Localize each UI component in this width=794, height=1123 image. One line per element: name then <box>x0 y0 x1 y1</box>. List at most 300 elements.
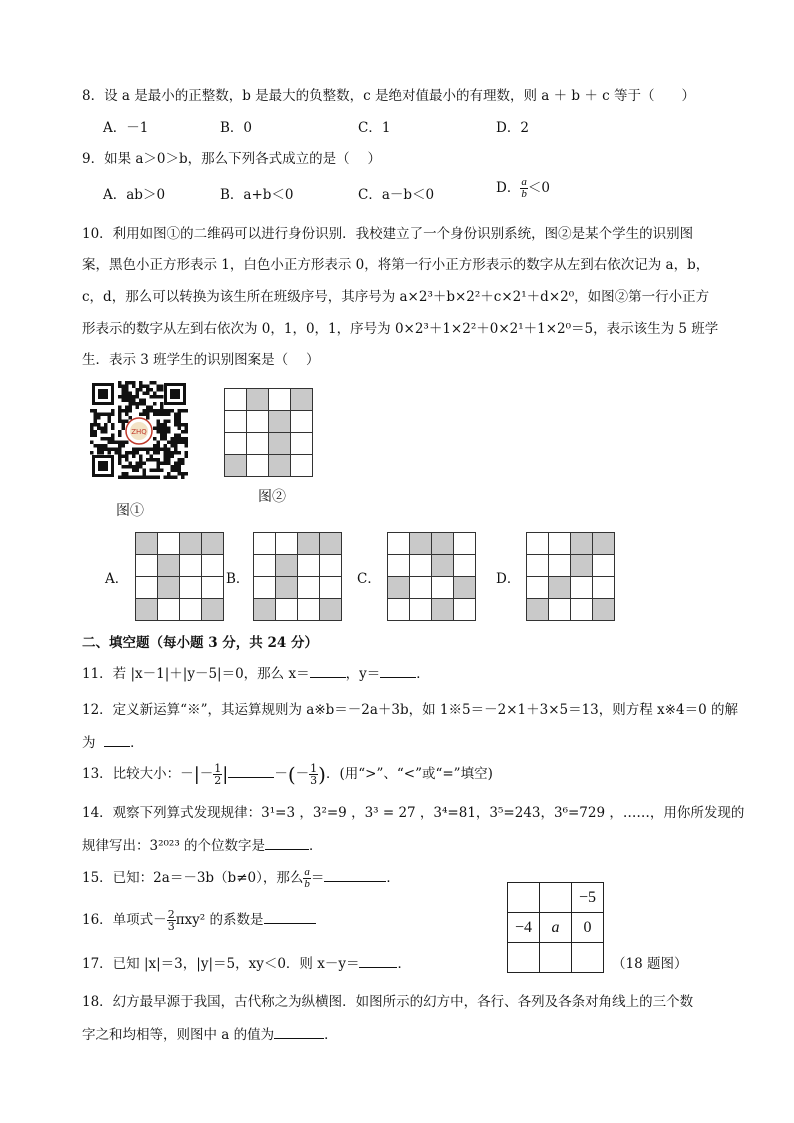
qr-module <box>171 469 175 473</box>
qr-module <box>129 476 133 480</box>
q18-blank <box>274 1024 324 1039</box>
qr-module <box>132 455 136 459</box>
qr-module <box>125 472 129 476</box>
grid-row <box>136 533 224 555</box>
grid-row <box>388 555 476 577</box>
qr-module <box>185 427 189 431</box>
qr-module <box>122 392 126 396</box>
grid-cell-white <box>254 555 276 577</box>
qr-module <box>185 444 189 448</box>
qr-module <box>136 402 140 406</box>
q8-option-c: C．1 <box>358 120 391 136</box>
qr-module <box>136 469 140 473</box>
qr-module <box>118 434 122 438</box>
q18-line-1: 18．幻方最早源于我国，古代称之为纵横图．如图所示的幻方中，各行、各列及各条对角线上的三个数 <box>82 994 694 1010</box>
qr-module <box>139 448 143 452</box>
q18-end: ． <box>324 1027 338 1043</box>
q18-line-2 <box>82 1023 338 1043</box>
qr-module <box>150 388 154 392</box>
qr-module <box>104 427 108 431</box>
q17-stem: 17．已知 |x|＝3，|y|＝5，xy＜0．则 x－y＝ <box>82 956 360 972</box>
q14-line-2 <box>82 834 323 854</box>
qr-module <box>101 444 105 448</box>
qr-module <box>115 441 119 445</box>
qr-code-image <box>90 381 188 479</box>
qr-module <box>90 409 94 413</box>
grid-cell-white <box>158 533 180 555</box>
fig1-label: 图① <box>116 503 144 519</box>
qr-module <box>153 444 157 448</box>
qr-module <box>157 385 161 389</box>
qr-module <box>108 441 112 445</box>
grid-cell-white <box>225 389 247 411</box>
qr-module <box>181 458 185 462</box>
qr-module <box>90 434 94 438</box>
grid-cell-black <box>269 455 291 477</box>
q9-stem: 9．如果 a＞0＞b，那么下列各式成立的是（ ） <box>82 151 381 167</box>
qr-module <box>157 444 161 448</box>
q8-option-a: A．－1 <box>103 120 149 136</box>
qr-module <box>171 476 175 480</box>
qr-module <box>178 420 182 424</box>
qr-module <box>160 448 164 452</box>
qr-module <box>164 427 168 431</box>
magic-square-cell: 0 <box>572 913 604 943</box>
qr-module <box>164 444 168 448</box>
grid-cell-black <box>410 533 432 555</box>
qr-module <box>153 448 157 452</box>
qr-module <box>164 476 168 480</box>
q16-prefix: 16．单项式－ <box>82 912 167 928</box>
grid-cell-black <box>247 389 269 411</box>
qr-module <box>122 472 126 476</box>
qr-module <box>146 416 150 420</box>
qr-module <box>167 409 171 413</box>
grid-row <box>225 411 313 433</box>
qr-module <box>94 416 98 420</box>
qr-module <box>160 427 164 431</box>
q9-option-d-tail: ＜0 <box>527 180 550 196</box>
qr-module <box>125 476 129 480</box>
qr-module <box>136 465 140 469</box>
qr-module <box>129 465 133 469</box>
qr-module <box>171 409 175 413</box>
grid-cell-black <box>291 389 313 411</box>
grid-cell-white <box>247 411 269 433</box>
grid-cell-black <box>571 533 593 555</box>
qr-module <box>178 437 182 441</box>
magic-square-cell <box>572 943 604 973</box>
q18-line-2-text: 字之和均相等，则图中 a 的值为 <box>82 1027 275 1043</box>
qr-module <box>181 462 185 466</box>
qr-module <box>157 423 161 427</box>
grid-cell-white <box>593 555 615 577</box>
qr-module <box>153 458 157 462</box>
grid-cell-black <box>276 577 298 599</box>
qr-module <box>178 472 182 476</box>
q9-option-d-label: D． <box>496 180 521 196</box>
grid-cell-white <box>388 555 410 577</box>
qr-module <box>139 458 143 462</box>
qr-module <box>167 476 171 480</box>
qr-module <box>150 455 154 459</box>
qr-module <box>118 441 122 445</box>
qr-module <box>160 388 164 392</box>
qr-module <box>136 476 140 480</box>
grid-row <box>527 533 615 555</box>
q10-option-d-label: D． <box>496 571 521 587</box>
qr-module <box>171 455 175 459</box>
qr-module <box>139 413 143 417</box>
q10-line-4: 形表示的数字从左到右依次为 0，1，0，1，序号为 0×2³＋1×2²＋0×2¹＋1×2⁰＝5，表示该生为 5 班学 <box>82 321 719 337</box>
qr-module <box>118 451 122 455</box>
qr-module <box>157 395 161 399</box>
q9-option-a: A．ab＞0 <box>103 187 166 203</box>
qr-module <box>111 448 115 452</box>
grid-cell-white <box>410 555 432 577</box>
qr-module <box>108 420 112 424</box>
grid-cell-white <box>254 533 276 555</box>
grid-cell-white <box>180 555 202 577</box>
q10-option-c-label: C． <box>357 571 381 587</box>
magic-square-cell <box>508 943 540 973</box>
qr-module <box>132 469 136 473</box>
qr-module <box>136 448 140 452</box>
grid-cell-white <box>410 599 432 621</box>
qr-module <box>118 409 122 413</box>
q15-eq: ＝ <box>310 870 325 886</box>
grid-cell-white <box>202 577 224 599</box>
qr-module <box>143 448 147 452</box>
q12-end: ． <box>130 735 144 751</box>
qr-module <box>167 462 171 466</box>
qr-module <box>111 413 115 417</box>
qr-module <box>97 416 101 420</box>
qr-module <box>115 451 119 455</box>
qr-module <box>139 381 143 385</box>
grid-cell-white <box>549 599 571 621</box>
grid-cell-white <box>291 433 313 455</box>
q10-option-b-grid <box>253 532 342 621</box>
qr-module <box>153 395 157 399</box>
qr-module <box>111 423 115 427</box>
q17 <box>82 952 411 972</box>
qr-module <box>132 465 136 469</box>
qr-module <box>143 399 147 403</box>
qr-module <box>118 448 122 452</box>
grid-cell-black <box>454 577 476 599</box>
qr-module <box>160 430 164 434</box>
qr-module <box>125 399 129 403</box>
qr-module <box>90 441 94 445</box>
qr-module <box>167 430 171 434</box>
grid-cell-white <box>454 599 476 621</box>
qr-module <box>181 430 185 434</box>
qr-module <box>122 385 126 389</box>
qr-module <box>181 472 185 476</box>
qr-module <box>132 395 136 399</box>
qr-module <box>146 413 150 417</box>
grid-cell-black <box>527 599 549 621</box>
grid-row <box>388 577 476 599</box>
grid-cell-white <box>454 533 476 555</box>
magic-square-cell <box>540 943 572 973</box>
q13-frac2-num: 1 <box>310 762 318 775</box>
qr-module <box>174 465 178 469</box>
qr-module <box>125 455 129 459</box>
qr-module <box>181 437 185 441</box>
qr-module <box>157 427 161 431</box>
qr-module <box>181 423 185 427</box>
grid-cell-black <box>320 599 342 621</box>
qr-module <box>125 441 129 445</box>
grid-cell-white <box>549 555 571 577</box>
q10-option-c-grid <box>387 532 476 621</box>
qr-module <box>174 451 178 455</box>
qr-module <box>146 451 150 455</box>
qr-module <box>178 441 182 445</box>
qr-module <box>139 455 143 459</box>
qr-module <box>122 388 126 392</box>
q13: 13．比较大小：－|－ $\frac{1}{2}$ | －(－ $\frac{1}{3}$ )．(用“>”、“<”或“=”填空) <box>82 762 493 787</box>
magic-square-cell <box>540 883 572 913</box>
qr-module <box>160 385 164 389</box>
qr-module <box>174 416 178 420</box>
qr-module <box>125 465 129 469</box>
grid-cell-white <box>291 455 313 477</box>
q11-blank-x <box>310 663 346 678</box>
qr-module <box>174 413 178 417</box>
qr-module <box>118 385 122 389</box>
qr-module <box>139 385 143 389</box>
grid-cell-white <box>454 555 476 577</box>
grid-cell-black <box>225 455 247 477</box>
qr-module <box>94 409 98 413</box>
qr-module <box>157 420 161 424</box>
qr-module <box>185 455 189 459</box>
qr-module <box>157 476 161 480</box>
qr-module <box>125 395 129 399</box>
q15-num: a <box>304 866 310 878</box>
grid-cell-white <box>388 599 410 621</box>
qr-module <box>167 451 171 455</box>
qr-module <box>129 381 133 385</box>
qr-module <box>157 458 161 462</box>
qr-module <box>164 420 168 424</box>
q14-line-2-text: 规律写出：3²⁰²³ 的个位数字是 <box>82 838 266 854</box>
qr-module <box>150 409 154 413</box>
qr-module <box>157 409 161 413</box>
q15-den: b <box>304 878 310 890</box>
qr-module <box>174 444 178 448</box>
qr-module <box>94 423 98 427</box>
qr-module <box>167 472 171 476</box>
qr-module <box>94 444 98 448</box>
qr-module <box>118 455 122 459</box>
qr-module <box>157 448 161 452</box>
qr-module <box>104 430 108 434</box>
qr-module <box>111 441 115 445</box>
qr-module <box>122 444 126 448</box>
qr-module <box>181 476 185 480</box>
grid-cell-white <box>298 555 320 577</box>
qr-module <box>167 413 171 417</box>
grid-cell-white <box>202 555 224 577</box>
qr-module <box>160 434 164 438</box>
qr-module <box>132 399 136 403</box>
qr-module <box>101 448 105 452</box>
grid-cell-white <box>593 577 615 599</box>
qr-module <box>157 462 161 466</box>
qr-module <box>118 420 122 424</box>
q9-option-d-den: b <box>521 188 527 200</box>
grid-cell-black <box>202 599 224 621</box>
qr-module <box>146 385 150 389</box>
qr-module <box>97 451 101 455</box>
qr-module <box>153 409 157 413</box>
qr-module <box>164 430 168 434</box>
qr-module <box>160 423 164 427</box>
magic-square-figure <box>507 882 604 973</box>
qr-module <box>129 406 133 410</box>
qr-module <box>150 448 154 452</box>
grid-cell-black <box>158 555 180 577</box>
q13-frac1-num: 1 <box>214 762 222 775</box>
qr-module <box>164 458 168 462</box>
qr-module <box>153 427 157 431</box>
qr-module <box>181 409 185 413</box>
grid-cell-white <box>276 533 298 555</box>
qr-module <box>143 402 147 406</box>
qr-module <box>118 458 122 462</box>
qr-module <box>174 437 178 441</box>
qr-module <box>164 451 168 455</box>
qr-module <box>150 469 154 473</box>
qr-module <box>101 437 105 441</box>
grid-cell-white <box>269 389 291 411</box>
q14-blank <box>265 835 309 850</box>
grid-cell-white <box>254 577 276 599</box>
qr-module <box>160 402 164 406</box>
qr-module <box>143 472 147 476</box>
q13-mid: － <box>274 766 288 782</box>
qr-module <box>101 430 105 434</box>
q10-option-b-label: B． <box>226 571 250 587</box>
grid-row <box>254 555 342 577</box>
qr-module <box>122 409 126 413</box>
qr-module <box>178 469 182 473</box>
q18-fig-caption: （18 题图） <box>612 956 688 972</box>
qr-module <box>153 381 157 385</box>
qr-module <box>125 458 129 462</box>
qr-module <box>178 416 182 420</box>
q10-option-d-grid <box>526 532 615 621</box>
qr-module <box>164 462 168 466</box>
qr-module <box>157 441 161 445</box>
qr-module <box>132 451 136 455</box>
qr-module <box>139 399 143 403</box>
qr-module <box>125 406 129 410</box>
qr-module <box>153 437 157 441</box>
q13-frac1-den: 2 <box>214 774 222 787</box>
qr-module <box>104 437 108 441</box>
qr-module <box>97 427 101 431</box>
qr-module <box>185 472 189 476</box>
q13-end: ．(用“>”、“<”或“=”填空) <box>325 766 493 782</box>
qr-module <box>129 395 133 399</box>
grid-cell-white <box>276 599 298 621</box>
qr-module <box>150 395 154 399</box>
grid-cell-white <box>549 533 571 555</box>
qr-module <box>108 413 112 417</box>
qr-module <box>185 451 189 455</box>
magic-square-cell: −4 <box>508 913 540 943</box>
qr-module <box>132 385 136 389</box>
qr-module <box>136 451 140 455</box>
grid-cell-black <box>432 555 454 577</box>
grid-cell-black <box>571 555 593 577</box>
qr-module <box>143 469 147 473</box>
qr-module <box>167 448 171 452</box>
section-2-title: 二、填空题（每小题 3 分，共 24 分） <box>82 635 318 651</box>
q9-option-b: B．a+b＜0 <box>220 187 294 203</box>
qr-module <box>143 413 147 417</box>
grid-cell-black <box>320 533 342 555</box>
qr-module <box>111 427 115 431</box>
qr-module <box>178 409 182 413</box>
grid-cell-white <box>298 577 320 599</box>
qr-module <box>118 462 122 466</box>
qr-module <box>164 448 168 452</box>
qr-module <box>94 413 98 417</box>
grid-row <box>254 577 342 599</box>
grid-cell-white <box>225 411 247 433</box>
grid-cell-white <box>180 577 202 599</box>
qr-module <box>164 409 168 413</box>
qr-module <box>171 444 175 448</box>
grid-row <box>225 455 313 477</box>
grid-row <box>527 577 615 599</box>
q12-line-2-text: 为 <box>82 735 96 751</box>
grid-cell-white <box>136 577 158 599</box>
qr-module <box>129 416 133 420</box>
q16-blank <box>264 909 316 924</box>
qr-module <box>153 413 157 417</box>
magic-square-cell: −5 <box>572 883 604 913</box>
qr-module <box>129 399 133 403</box>
qr-module <box>143 385 147 389</box>
qr-module <box>136 392 140 396</box>
qr-module <box>90 430 94 434</box>
qr-module <box>185 430 189 434</box>
qr-module <box>122 441 126 445</box>
q11-stem: 11．若 |x－1|＋|y－5|＝0，那么 x＝ <box>82 666 310 682</box>
qr-module <box>178 462 182 466</box>
qr-module <box>174 462 178 466</box>
grid-cell-black <box>549 577 571 599</box>
q13-frac2-den: 3 <box>310 774 318 787</box>
qr-module <box>143 409 147 413</box>
grid-cell-white <box>247 455 269 477</box>
qr-module <box>174 420 178 424</box>
grid-cell-white <box>571 577 593 599</box>
qr-module <box>97 423 101 427</box>
q17-end: ． <box>397 956 411 972</box>
grid-row <box>225 433 313 455</box>
qr-module <box>125 409 129 413</box>
qr-module <box>111 434 115 438</box>
qr-module <box>153 476 157 480</box>
